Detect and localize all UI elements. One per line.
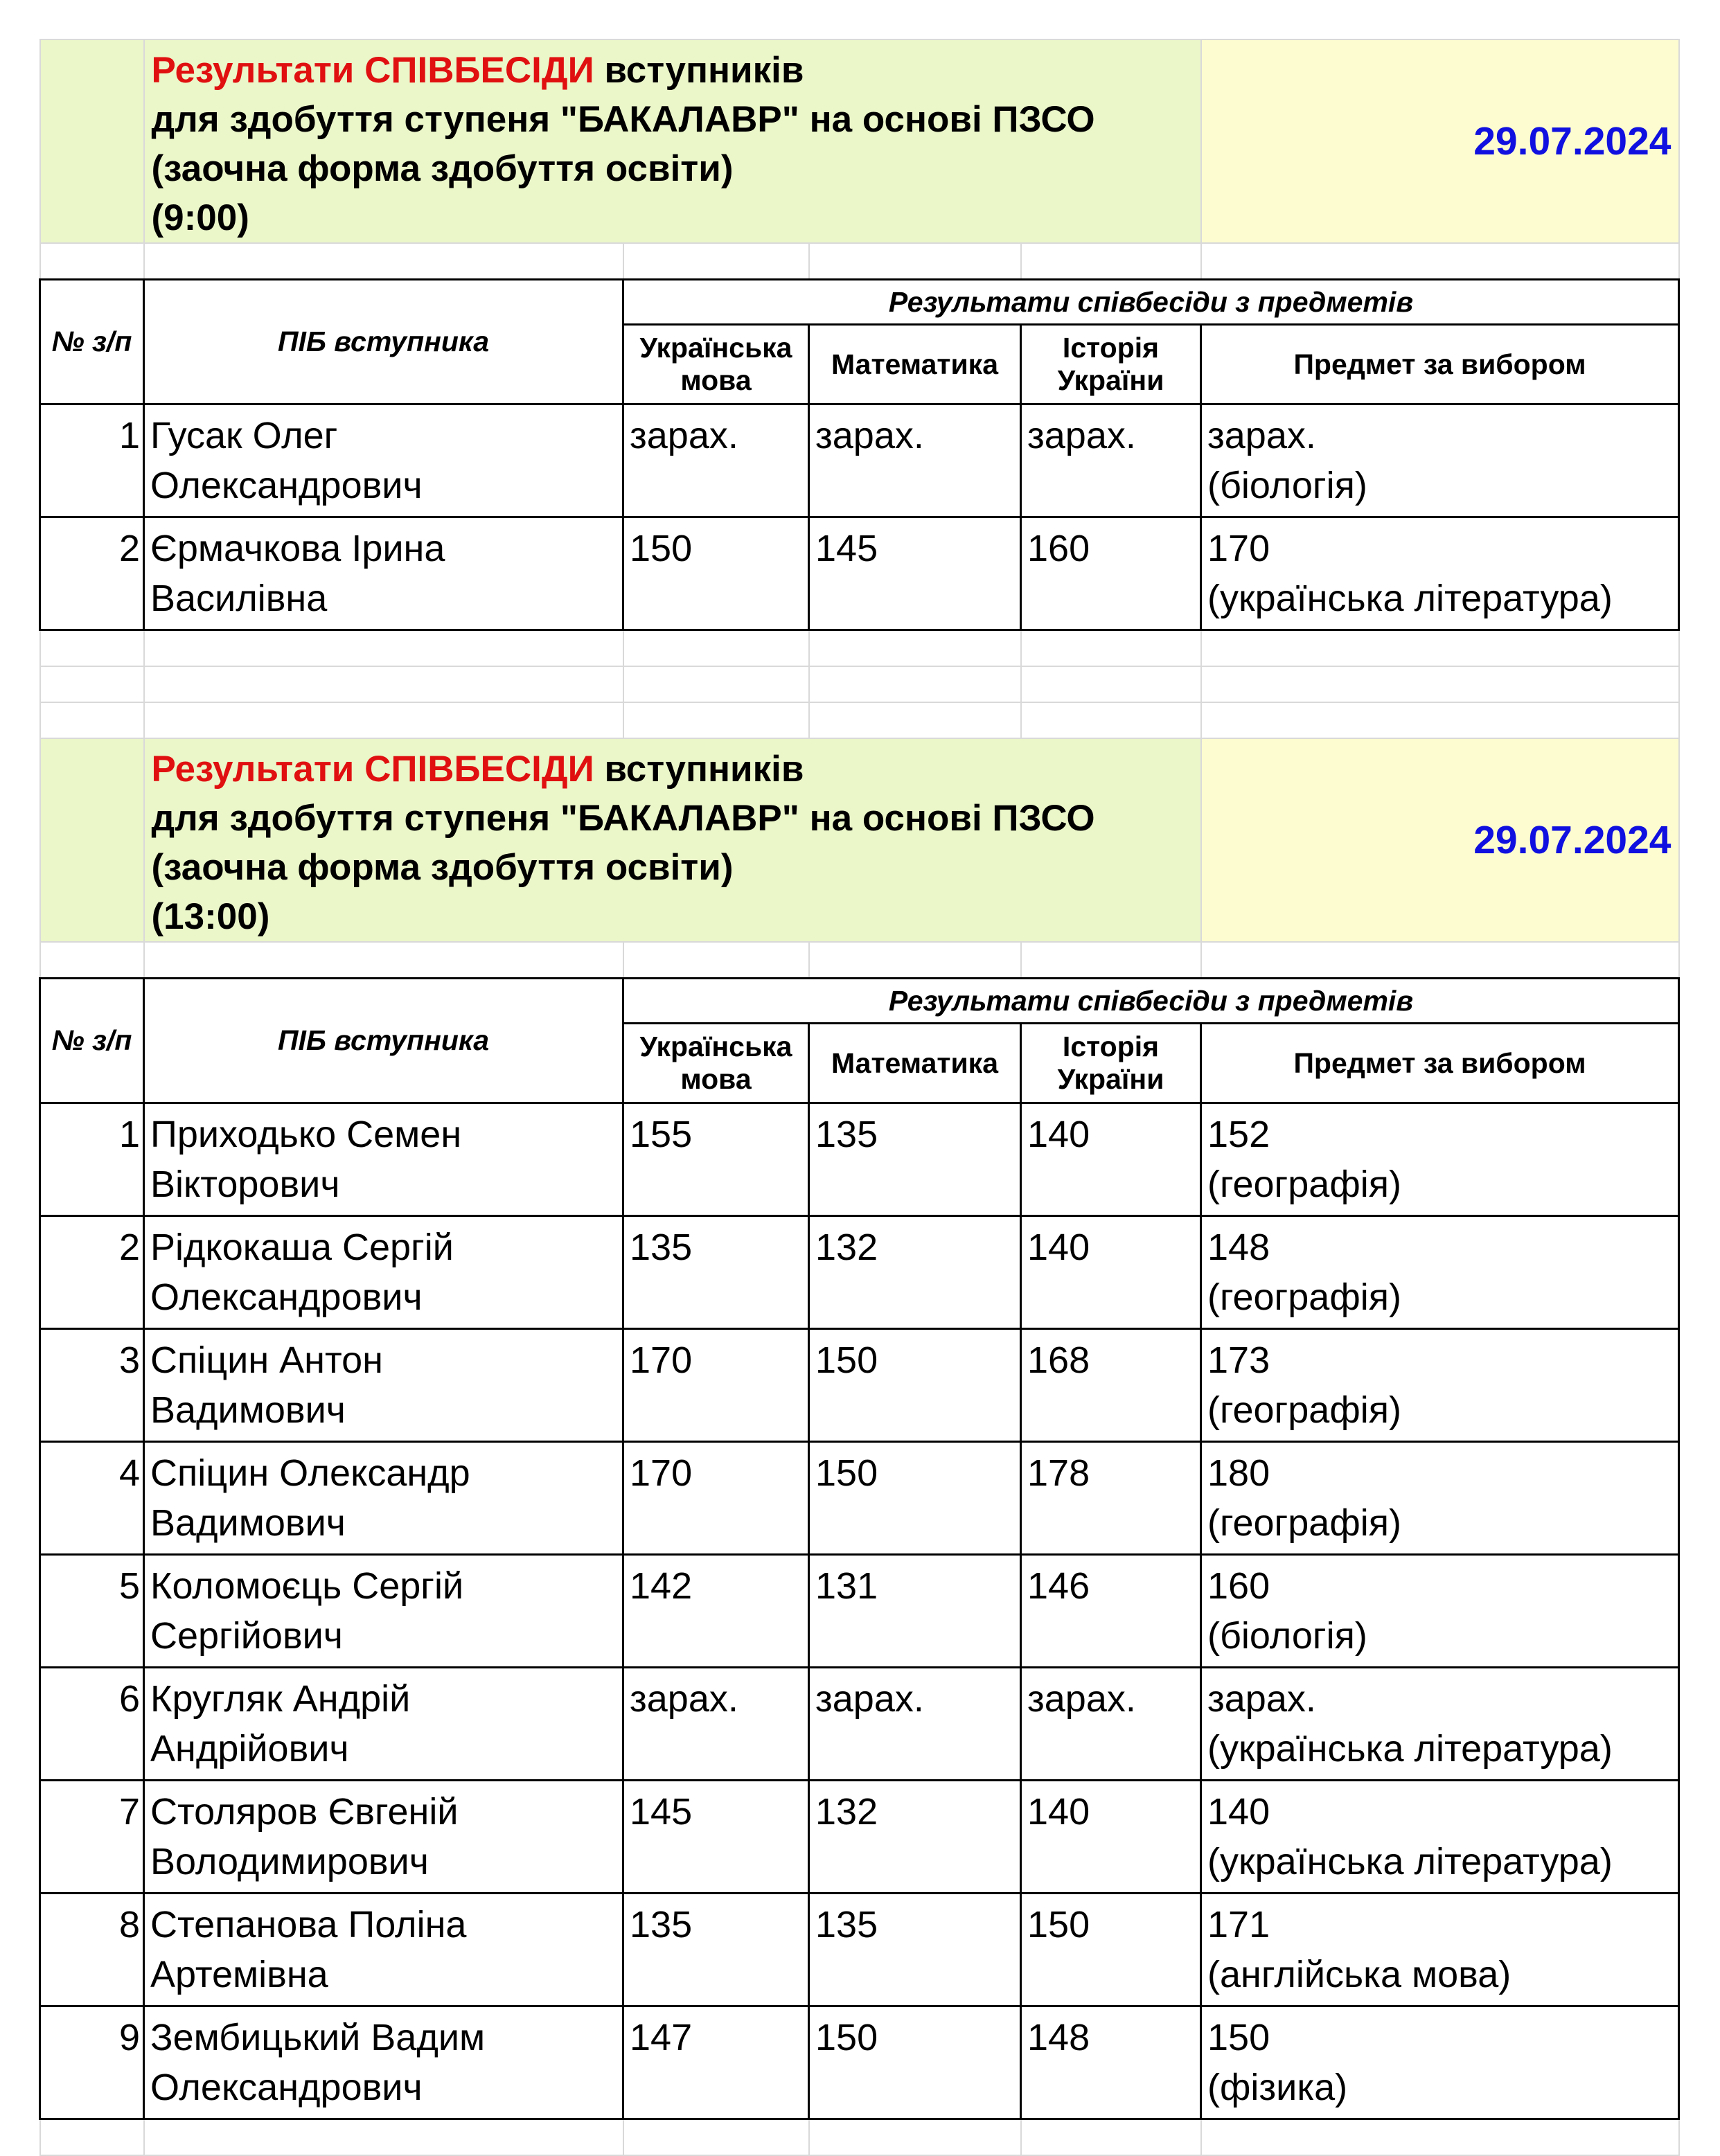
elective-subject: (географія) (1207, 1389, 1401, 1431)
history-score-cell[interactable] (1021, 1216, 1201, 1329)
elective-score-cell[interactable] (1201, 517, 1679, 630)
history-score-cell[interactable] (1021, 1329, 1201, 1442)
row-number-cell[interactable] (40, 1668, 144, 1781)
applicant-name-line1: Коломоєць Сергій (150, 1565, 464, 1607)
applicant-name-line1: Степанова Поліна (150, 1904, 467, 1945)
empty-row (40, 2119, 1679, 2156)
math-score-cell[interactable] (809, 1442, 1021, 1555)
applicant-name-line1: Гусак Олег (150, 415, 338, 456)
history-score: 146 (1027, 1565, 1090, 1607)
elective-score: 180 (1207, 1452, 1270, 1494)
section-title-cell[interactable] (144, 39, 1201, 243)
empty-cell[interactable] (1021, 702, 1201, 738)
applicant-name-line2: Артемівна (150, 1954, 328, 1995)
row-number-cell[interactable] (40, 2006, 144, 2119)
empty-cell[interactable] (809, 942, 1021, 979)
math-score: зарах. (815, 1678, 924, 1720)
history-score-cell[interactable] (1021, 2006, 1201, 2119)
history-score: 148 (1027, 2017, 1090, 2058)
header-group-label: Результати співбесіди з предметів (888, 984, 1414, 1017)
applicant-name-cell[interactable] (144, 1668, 623, 1781)
history-score: 160 (1027, 528, 1090, 569)
elective-score-cell[interactable] (1201, 2006, 1679, 2119)
row-number-cell[interactable] (40, 1442, 144, 1555)
title-rest: вступників (594, 749, 804, 790)
math-score-cell[interactable] (809, 1329, 1021, 1442)
header-name-label: ПІБ вступника (277, 1024, 490, 1056)
ukrainian-score: 147 (630, 2017, 693, 2058)
row-number: 4 (118, 1452, 140, 1494)
ukrainian-score-cell[interactable] (623, 2006, 809, 2119)
row-number: 7 (118, 1791, 140, 1833)
ukrainian-score: 135 (630, 1227, 693, 1268)
empty-cell[interactable] (1021, 942, 1201, 979)
section-date: 29.07.2024 (1473, 119, 1672, 163)
table-row (40, 1216, 1679, 1329)
row-number-cell[interactable] (40, 1329, 144, 1442)
applicant-name-line2: Вадимович (150, 1389, 346, 1431)
table-row (40, 1442, 1679, 1555)
math-score: 150 (815, 2017, 878, 2058)
header-results-group (623, 979, 1679, 1024)
header-history (1021, 325, 1201, 404)
ukrainian-score: 135 (630, 1904, 693, 1945)
title-line-1 (152, 46, 1200, 95)
applicant-name-cell[interactable] (144, 404, 623, 517)
header-name (144, 280, 623, 404)
history-score: зарах. (1027, 1678, 1136, 1720)
header-ukrainian-line1: Українська (639, 1031, 792, 1062)
empty-cell[interactable] (40, 702, 144, 738)
ukrainian-score-cell[interactable] (623, 1216, 809, 1329)
empty-cell[interactable] (623, 2119, 809, 2156)
empty-cell[interactable] (809, 666, 1021, 702)
elective-score: 160 (1207, 1565, 1270, 1607)
empty-cell[interactable] (809, 630, 1021, 667)
math-score: 135 (815, 1114, 878, 1155)
math-score-cell[interactable] (809, 1555, 1021, 1668)
ukrainian-score-cell[interactable] (623, 1668, 809, 1781)
elective-score: 152 (1207, 1114, 1270, 1155)
empty-cell[interactable] (144, 630, 623, 667)
empty-cell[interactable] (623, 666, 809, 702)
empty-cell[interactable] (809, 702, 1021, 738)
applicant-name-line2: Володимирович (150, 1841, 429, 1882)
history-score: 150 (1027, 1904, 1090, 1945)
section-header (40, 39, 1679, 243)
history-score-cell[interactable] (1021, 1555, 1201, 1668)
ukrainian-score: 155 (630, 1114, 693, 1155)
applicant-name-cell[interactable] (144, 1781, 623, 1894)
applicant-name-line2: Василівна (150, 578, 328, 619)
math-score: 150 (815, 1339, 878, 1381)
header-math-label: Математика (831, 348, 998, 380)
empty-cell[interactable] (809, 243, 1021, 280)
elective-subject: (географія) (1207, 1164, 1401, 1205)
history-score: 140 (1027, 1791, 1090, 1833)
section-header (40, 738, 1679, 942)
history-score-cell[interactable] (1021, 1668, 1201, 1781)
ukrainian-score-cell[interactable] (623, 1103, 809, 1216)
title-line-3: (заочна форма здобуття освіти) (151, 148, 734, 189)
applicant-name-line1: Спіцин Антон (150, 1339, 383, 1381)
table-row (40, 517, 1679, 630)
header-num-label: № з/п (51, 1024, 132, 1056)
empty-cell[interactable] (1021, 666, 1201, 702)
header-history-line2: України (1057, 1063, 1164, 1095)
header-ukrainian (623, 325, 809, 404)
row-number: 6 (118, 1678, 140, 1720)
row-number-cell[interactable] (40, 1103, 144, 1216)
applicant-name-cell[interactable] (144, 1216, 623, 1329)
ukrainian-score-cell[interactable] (623, 517, 809, 630)
elective-subject: (українська література) (1207, 1841, 1613, 1882)
history-score: 140 (1027, 1227, 1090, 1268)
applicant-name-cell[interactable] (144, 1329, 623, 1442)
empty-cell[interactable] (1201, 702, 1679, 738)
elective-score-cell[interactable] (1201, 1781, 1679, 1894)
history-score-cell[interactable] (1021, 1103, 1201, 1216)
header-elective-label: Предмет за вибором (1293, 348, 1586, 380)
title-highlight: Результати СПІВБЕСІДИ (151, 749, 594, 790)
applicant-name-cell[interactable] (144, 1103, 623, 1216)
ukrainian-score: 170 (630, 1339, 693, 1381)
header-history-line2: України (1057, 364, 1164, 396)
empty-cell[interactable] (623, 630, 809, 667)
spreadsheet-sheet (39, 39, 1678, 2156)
math-score-cell[interactable] (809, 1894, 1021, 2006)
elective-score-cell[interactable] (1201, 1329, 1679, 1442)
title-line-2: для здобуття ступеня "БАКАЛАВР" на основі ПЗСО (151, 798, 1095, 839)
ukrainian-score-cell[interactable] (623, 1329, 809, 1442)
elective-score: 171 (1207, 1904, 1270, 1945)
header-elective-label: Предмет за вибором (1293, 1046, 1586, 1079)
empty-cell[interactable] (623, 243, 809, 280)
applicant-name-line2: Олександрович (150, 2067, 423, 2108)
row-number-cell[interactable] (40, 1781, 144, 1894)
header-history-line1: Історія (1062, 332, 1160, 364)
empty-row (40, 243, 1679, 280)
header-empty-cell[interactable] (40, 738, 144, 942)
table-row (40, 1894, 1679, 2006)
table-row (40, 1329, 1679, 1442)
elective-subject: (географія) (1207, 1502, 1401, 1544)
applicant-name-line1: Єрмачкова Ірина (150, 528, 445, 569)
session-time: (13:00) (151, 896, 270, 937)
table-row (40, 1103, 1679, 1216)
elective-score-cell[interactable] (1201, 1103, 1679, 1216)
empty-cell[interactable] (40, 2119, 144, 2156)
empty-cell[interactable] (40, 942, 144, 979)
elective-subject: (українська література) (1207, 578, 1613, 619)
applicant-name-line2: Вадимович (150, 1502, 346, 1544)
elective-subject: (українська література) (1207, 1728, 1613, 1770)
applicant-name-line2: Олександрович (150, 465, 423, 506)
empty-cell[interactable] (1201, 2119, 1679, 2156)
elective-score-cell[interactable] (1201, 1442, 1679, 1555)
applicant-name-line2: Вікторович (150, 1164, 340, 1205)
empty-row (40, 666, 1679, 702)
ukrainian-score: 145 (630, 1791, 693, 1833)
row-number: 1 (118, 415, 140, 456)
header-math (809, 1024, 1021, 1103)
history-score-cell[interactable] (1021, 517, 1201, 630)
empty-cell[interactable] (623, 942, 809, 979)
results-sheet (39, 39, 1680, 2156)
applicant-name-line2: Сергійович (150, 1615, 343, 1657)
ukrainian-score-cell[interactable] (623, 1442, 809, 1555)
section-date: 29.07.2024 (1473, 818, 1672, 862)
ukrainian-score: зарах. (630, 415, 738, 456)
title-highlight: Результати СПІВБЕСІДИ (151, 50, 594, 91)
row-number: 5 (118, 1565, 140, 1607)
history-score: 178 (1027, 1452, 1090, 1494)
applicant-name-cell[interactable] (144, 1894, 623, 2006)
header-ukrainian-line2: мова (680, 1063, 752, 1095)
empty-cell[interactable] (144, 243, 623, 280)
math-score-cell[interactable] (809, 2006, 1021, 2119)
math-score: зарах. (815, 415, 924, 456)
empty-cell[interactable] (1021, 2119, 1201, 2156)
ukrainian-score-cell[interactable] (623, 1555, 809, 1668)
ukrainian-score-cell[interactable] (623, 1781, 809, 1894)
ukrainian-score: 142 (630, 1565, 693, 1607)
table-row (40, 404, 1679, 517)
elective-score: 150 (1207, 2017, 1270, 2058)
empty-cell[interactable] (144, 666, 623, 702)
empty-cell[interactable] (40, 243, 144, 280)
elective-score: 173 (1207, 1339, 1270, 1381)
elective-score-cell[interactable] (1201, 404, 1679, 517)
header-name (144, 979, 623, 1103)
empty-row (40, 702, 1679, 738)
elective-subject: (фізика) (1207, 2067, 1348, 2108)
table-header-row (40, 979, 1679, 1024)
applicant-name-cell[interactable] (144, 2006, 623, 2119)
table-row (40, 2006, 1679, 2119)
empty-cell[interactable] (144, 2119, 623, 2156)
applicant-name-cell[interactable] (144, 517, 623, 630)
math-score: 135 (815, 1904, 878, 1945)
empty-cell[interactable] (1201, 942, 1679, 979)
math-score: 132 (815, 1791, 878, 1833)
history-score-cell[interactable] (1021, 1442, 1201, 1555)
math-score-cell[interactable] (809, 517, 1021, 630)
section-title (145, 739, 1200, 941)
elective-score: зарах. (1207, 1678, 1316, 1720)
row-number-cell[interactable] (40, 517, 144, 630)
math-score-cell[interactable] (809, 1103, 1021, 1216)
elective-score: 148 (1207, 1227, 1270, 1268)
applicant-name-line1: Приходько Семен (150, 1114, 462, 1155)
session-time: (9:00) (151, 197, 249, 238)
history-score: 140 (1027, 1114, 1090, 1155)
applicant-name-line2: Олександрович (150, 1276, 423, 1318)
empty-cell[interactable] (809, 2119, 1021, 2156)
header-elective (1201, 1024, 1679, 1103)
row-number-cell[interactable] (40, 1216, 144, 1329)
math-score: 145 (815, 528, 878, 569)
history-score-cell[interactable] (1021, 1894, 1201, 2006)
title-line-1 (152, 745, 1200, 794)
header-history (1021, 1024, 1201, 1103)
empty-cell[interactable] (623, 702, 809, 738)
elective-score: зарах. (1207, 415, 1316, 456)
section-title-cell[interactable] (144, 738, 1201, 942)
row-number: 2 (118, 1227, 140, 1268)
elective-score: 170 (1207, 528, 1270, 569)
header-ukrainian-line2: мова (680, 364, 752, 396)
row-number-cell[interactable] (40, 1894, 144, 2006)
elective-score-cell[interactable] (1201, 1216, 1679, 1329)
row-number: 8 (118, 1904, 140, 1945)
header-num (40, 979, 144, 1103)
header-name-label: ПІБ вступника (277, 326, 490, 357)
ukrainian-score: зарах. (630, 1678, 738, 1720)
applicant-name-line1: Рідкокаша Сергій (150, 1227, 454, 1268)
empty-row (40, 630, 1679, 667)
ukrainian-score-cell[interactable] (623, 1894, 809, 2006)
section-title (145, 40, 1200, 242)
row-number-cell[interactable] (40, 1555, 144, 1668)
empty-cell[interactable] (1201, 630, 1679, 667)
header-empty-cell[interactable] (40, 39, 144, 243)
history-score-cell[interactable] (1021, 404, 1201, 517)
header-num (40, 280, 144, 404)
empty-cell[interactable] (144, 702, 623, 738)
title-line-3: (заочна форма здобуття освіти) (151, 847, 734, 888)
applicant-name-cell[interactable] (144, 1442, 623, 1555)
empty-cell[interactable] (1021, 243, 1201, 280)
date-cell[interactable] (1201, 738, 1679, 942)
date-cell[interactable] (1201, 39, 1679, 243)
elective-score-cell[interactable] (1201, 1668, 1679, 1781)
applicant-name-line2: Андрійович (150, 1728, 349, 1770)
elective-score: 140 (1207, 1791, 1270, 1833)
table-row (40, 1555, 1679, 1668)
elective-subject: (біологія) (1207, 1615, 1367, 1657)
history-score: зарах. (1027, 415, 1136, 456)
applicant-name-line1: Столяров Євгеній (150, 1791, 459, 1833)
table-row (40, 1781, 1679, 1894)
math-score-cell[interactable] (809, 1668, 1021, 1781)
header-ukrainian-line1: Українська (639, 332, 792, 364)
header-history-line1: Історія (1062, 1031, 1160, 1062)
header-ukrainian (623, 1024, 809, 1103)
title-line-2: для здобуття ступеня "БАКАЛАВР" на основі ПЗСО (151, 99, 1095, 140)
elective-score-cell[interactable] (1201, 1555, 1679, 1668)
row-number: 2 (118, 528, 140, 569)
row-number: 9 (118, 2017, 140, 2058)
math-score-cell[interactable] (809, 404, 1021, 517)
row-number: 1 (118, 1114, 140, 1155)
ukrainian-score: 170 (630, 1452, 693, 1494)
empty-row (40, 942, 1679, 979)
applicant-name-line1: Кругляк Андрій (150, 1678, 411, 1720)
empty-cell[interactable] (40, 630, 144, 667)
header-elective (1201, 325, 1679, 404)
applicant-name-line1: Зембицький Вадим (150, 2017, 486, 2058)
elective-subject: (англійська мова) (1207, 1954, 1511, 1995)
empty-cell[interactable] (40, 666, 144, 702)
ukrainian-score: 150 (630, 528, 693, 569)
title-rest: вступників (594, 50, 804, 91)
math-score: 150 (815, 1452, 878, 1494)
elective-score-cell[interactable] (1201, 1894, 1679, 2006)
header-math (809, 325, 1021, 404)
header-num-label: № з/п (51, 326, 132, 357)
math-score: 132 (815, 1227, 878, 1268)
header-results-group (623, 280, 1679, 325)
math-score-cell[interactable] (809, 1781, 1021, 1894)
elective-subject: (географія) (1207, 1276, 1401, 1318)
applicant-name-line1: Спіцин Олександр (150, 1452, 470, 1494)
header-group-label: Результати співбесіди з предметів (888, 285, 1414, 318)
empty-cell[interactable] (144, 942, 623, 979)
history-score-cell[interactable] (1021, 1781, 1201, 1894)
applicant-name-cell[interactable] (144, 1555, 623, 1668)
row-number-cell[interactable] (40, 404, 144, 517)
elective-subject: (біологія) (1207, 465, 1367, 506)
header-math-label: Математика (831, 1046, 998, 1079)
empty-cell[interactable] (1021, 630, 1201, 667)
empty-cell[interactable] (1201, 243, 1679, 280)
math-score-cell[interactable] (809, 1216, 1021, 1329)
math-score: 131 (815, 1565, 878, 1607)
empty-cell[interactable] (1201, 666, 1679, 702)
row-number: 3 (118, 1339, 140, 1381)
history-score: 168 (1027, 1339, 1090, 1381)
table-header-row (40, 280, 1679, 325)
table-row (40, 1668, 1679, 1781)
ukrainian-score-cell[interactable] (623, 404, 809, 517)
